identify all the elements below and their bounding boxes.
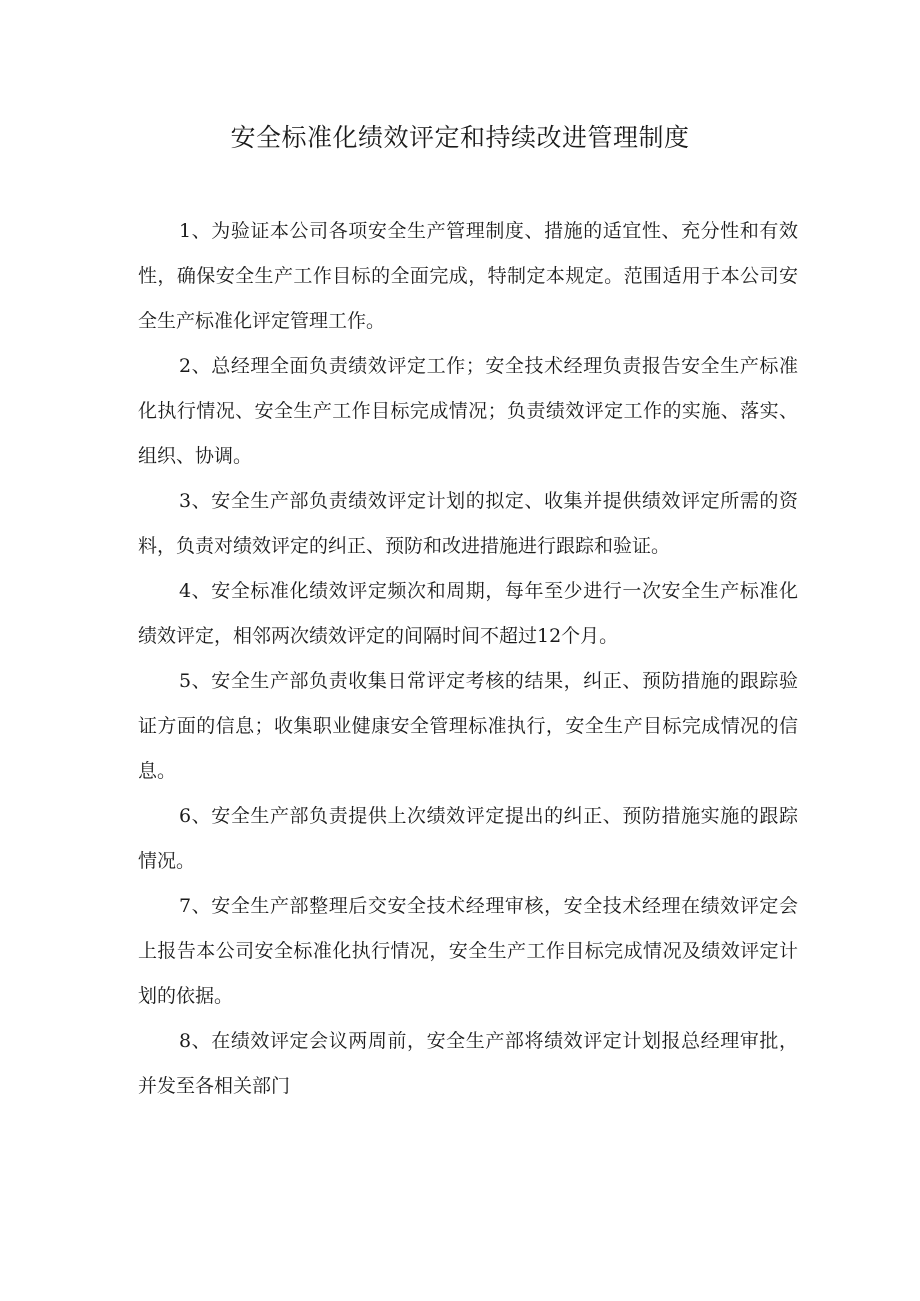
document-title: 安全标准化绩效评定和持续改进管理制度	[230, 123, 690, 152]
document-body	[138, 209, 798, 1109]
paragraph-2: 2、总经理全面负责绩效评定工作；安全技术经理负责报告安全生产标准化执行情况、安全生产工作目标完成情况；负责绩效评定工作的实施、落实、组织、协调。	[138, 355, 798, 467]
paragraph-7: 7、安全生产部整理后交安全技术经理审核，安全技术经理在绩效评定会上报告本公司安全标准化执行情况，安全生产工作目标完成情况及绩效评定计划的依据。	[138, 895, 798, 1007]
paragraph-4: 4、安全标准化绩效评定频次和周期，每年至少进行一次安全生产标准化绩效评定，相邻两次绩效评定的间隔时间不超过12个月。	[138, 580, 798, 647]
paragraph-5: 5、安全生产部负责收集日常评定考核的结果，纠正、预防措施的跟踪验证方面的信息；收集职业健康安全管理标准执行，安全生产目标完成情况的信息。	[138, 670, 798, 782]
paragraph-8: 8、在绩效评定会议两周前，安全生产部将绩效评定计划报总经理审批，并发至各相关部门	[138, 1030, 798, 1097]
paragraph-1: 1、为验证本公司各项安全生产管理制度、措施的适宜性、充分性和有效性，确保安全生产工作目标的全面完成，特制定本规定。范围适用于本公司安全生产标准化评定管理工作。	[138, 220, 798, 332]
paragraph-6: 6、安全生产部负责提供上次绩效评定提出的纠正、预防措施实施的跟踪情况。	[138, 805, 798, 872]
paragraph-3: 3、安全生产部负责绩效评定计划的拟定、收集并提供绩效评定所需的资料，负责对绩效评定的纠正、预防和改进措施进行跟踪和验证。	[138, 490, 798, 557]
